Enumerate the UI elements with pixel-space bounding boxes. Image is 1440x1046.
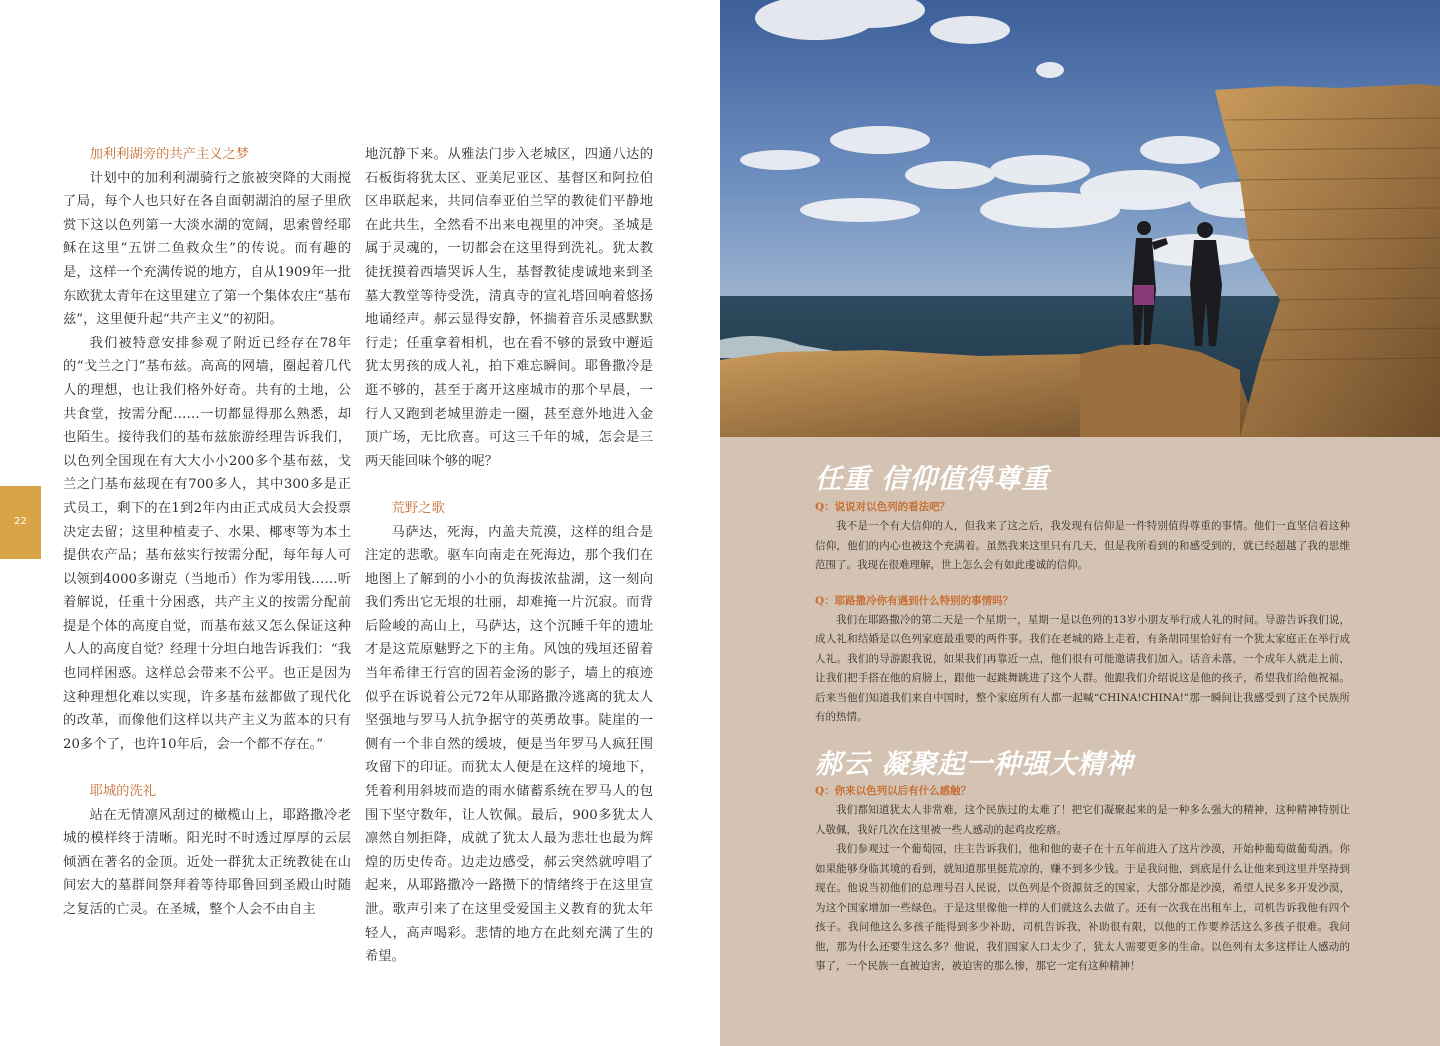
answer: 我不是一个有大信仰的人，但我来了这之后，我发现有信仰是一件特别值得尊重的事情。他们一直坚信着这种信仰，他们的内心也被这个充满着。虽然我来这里只有几天，但是我所看到的和感受到的，就已经超越了我的思维范围了。我现在很难理解，世上怎么会有如此虔诚的信仰。 [815,520,1350,571]
paragraph: 站在无情凛风刮过的橄榄山上，耶路撒冷老城的模样终于清晰。阳光时不时透过厚厚的云层倾洒在著名的金顶。近处一群犹太正统教徒在山间宏大的墓群间祭拜着等待耶鲁回到圣殿山时随之复活的亡灵。在圣城，整个人会不由自主 [63,807,351,917]
page-number-tab [0,486,41,559]
section-title-wilderness: 荒野之歌 [391,500,445,516]
paragraph-continuation: 地沉静下来。从雅法门步入老城区，四通八达的石板街将犹太区、亚美尼亚区、基督区和阿拉伯区串联起来，共同信奉亚伯兰罕的教徒们平静地在此共生，全然看不出来电视里的冲突。圣城是属于灵魂的，一切都会在这里得到洗礼。犹太教徒抚摸着西墙哭诉人生，基督教徒虔诚地来到圣墓大教堂等待受洗，清真寺的宣礼塔回响着悠扬地诵经声。郝云显得安静，怀揣着音乐灵感默默行走；任重拿着相机，也在看不够的景致中邂逅犹太男孩的成人礼，拍下难忘瞬间。耶鲁撒冷是逛不够的，甚至于离开这座城市的那个早晨，一行人又跑到老城里游走一圈，甚至意外地进入金顶广场，无比欣喜。可这三千年的城，怎会是三两天能回味个够的呢？ [365,147,653,469]
question: Q：说说对以色列的看法吧？ [815,501,951,513]
interview-heading-haoyun: 郝云 凝聚起一种强大精神 [815,749,1134,780]
paragraph: 我们被特意安排参观了附近已经存在78年的“戈兰之门”基布兹。高高的网墙，圈起着几代人的理想，也让我们格外好奇。共有的土地，公共食堂，按需分配……一切都显得那么熟悉，却也陌生。接待我们的基布兹旅游经理告诉我们，以色列全国现在有大大小小200多个基布兹，戈兰之门基布兹现在有700多人，其中300多是正式员工，剩下的在1到2年内由正式成员大会投票决定去留；这里种植麦子、水果、椰枣等为本土提供农产品；基布兹实行按需分配，每年每人可以领到4000多谢克（当地币）作为零用钱……听着解说，任重十分困惑，共产主义的按需分配前提是个体的高度自觉，而基布兹又怎么保证这种人人的高度自觉？经理十分坦白地告诉我们：“我也同样困惑。这样总会带来不公平。也正是因为这种理想化难以实现，许多基布兹都做了现代化的改革，而像他们这样以共产主义为蓝本的只有20多个了，也许10年后，会一个都不存在。” [63,335,351,752]
interview-haoyun [815,782,1350,977]
right-page [720,0,1440,1046]
question: Q：你来以色列以后有什么感触？ [815,785,972,797]
page-number: 22 [14,516,27,527]
paragraph: 计划中的加利利湖骑行之旅被突降的大雨搅了局，每个人也只好在各自面朝湖泊的屋子里欣赏下这以色列第一大淡水湖的宽阔，思索曾经耶稣在这里“五饼二鱼救众生”的传说。而有趣的是，这样一个充满传说的地方，自从1909年一批东欧犹太青年在这里建立了第一个集体农庄“基布兹”，这里便升起“共产主义”的初阳。 [63,170,351,328]
paragraph: 马萨达，死海，内盖夫荒漠，这样的组合是注定的悲歌。驱车向南走在死海边，那个我们在地图上了解到的小小的负海拔浓盐湖，这一刻向我们秀出它无垠的壮丽，却难掩一片沉寂。而背后险峻的高山上，马萨达，这个沉睡千年的遗址才是这荒原魅野之下的主角。风蚀的残垣还留着当年希律王行宫的固若金汤的影子，墙上的痕迹似乎在诉说着公元72年从耶路撒冷逃离的犹太人坚强地与罗马人抗争据守的英勇故事。陡崖的一侧有一个非自然的缓坡，便是当年罗马人疯狂围攻留下的印证。而犹太人便是在这样的境地下，凭着利用斜坡而造的雨水储蓄系统在罗马人的包围下坚守数年，让人钦佩。最后，900多犹太人凛然自刎拒降，成就了犹太人最为悲壮也最为辉煌的历史传奇。边走边感受，郝云突然就哼唱了起来，从耶路撒冷一路攒下的情绪终于在这里宣泄。歌声引来了在这里受爱国主义教育的犹太年轻人，高声喝彩。悲情的地方在此刻充满了生的希望。 [365,524,653,965]
answer: 我们在耶路撒冷的第二天是一个星期一，星期一是以色列的13岁小朋友举行成人礼的时间。导游告诉我们说，成人礼和结婚是以色列家庭最重要的两件事。我们在老城的路上走着，有条胡同里恰好有一个犹太家庭正在举行成人礼。我们的导游跟我说，如果我们再靠近一点，他们很有可能邀请我们加入。话音未落，一个成年人就走上前，让我们把手搭在他的肩膀上，跟他一起跳舞跳进了这个人群。他跟我们介绍说这是他的孩子，希望我们给他祝福。后来当他们知道我们来自中国时，整个家庭所有人都一起喊“CHINA!CHINA!”那一瞬间让我感受到了这个民族所有的热情。 [815,613,1350,723]
answer: 我们参观过一个葡萄园，庄主告诉我们，他和他的妻子在十五年前进入了这片沙漠，开始种葡萄做葡萄酒。你如果能够身临其境的看到，就知道那里挺荒凉的，赚不到多少钱。于是我问他，到底是什么让他来到这里并坚持到现在。他说当初他们的总理号召人民说，以色列是个资源贫乏的国家，大部分都是沙漠，希望人民多多开发沙漠，为这个国家增加一些绿色。于是这里像他一样的人们就这么去做了。还有一次我在出租车上，司机告诉我他有四个孩子。我问他这么多孩子能得到多少补助，司机告诉我，补助很有限，以他的工作要养活这么多孩子很难。我问他，那为什么还要生这么多？他说，我们国家人口太少了，犹太人需要更多的生命。以色列有太多这样让人感动的事了，一个民族一直被迫害，被迫害的那么惨，那它一定有这种精神！ [815,843,1350,972]
interview-heading-renzhong: 任重 信仰值得尊重 [815,464,1050,495]
text-column-2 [365,143,653,969]
section-title-galilee: 加利利湖旁的共产主义之梦 [89,147,250,162]
interview-renzhong [815,498,1350,728]
text-column-1 [63,143,351,922]
photo-two-men-on-ruins [720,0,1440,437]
answer: 我们都知道犹太人非常难，这个民族过的太难了！把它们凝聚起来的是一种多么强大的精神，这种精神特别让人敬佩，我好几次在这里被一些人感动的起鸡皮疙瘩。 [815,804,1350,836]
question: Q：耶路撒冷你有遇到什么特别的事情吗？ [815,594,1014,607]
section-title-jerusalem: 耶城的洗礼 [89,784,157,800]
